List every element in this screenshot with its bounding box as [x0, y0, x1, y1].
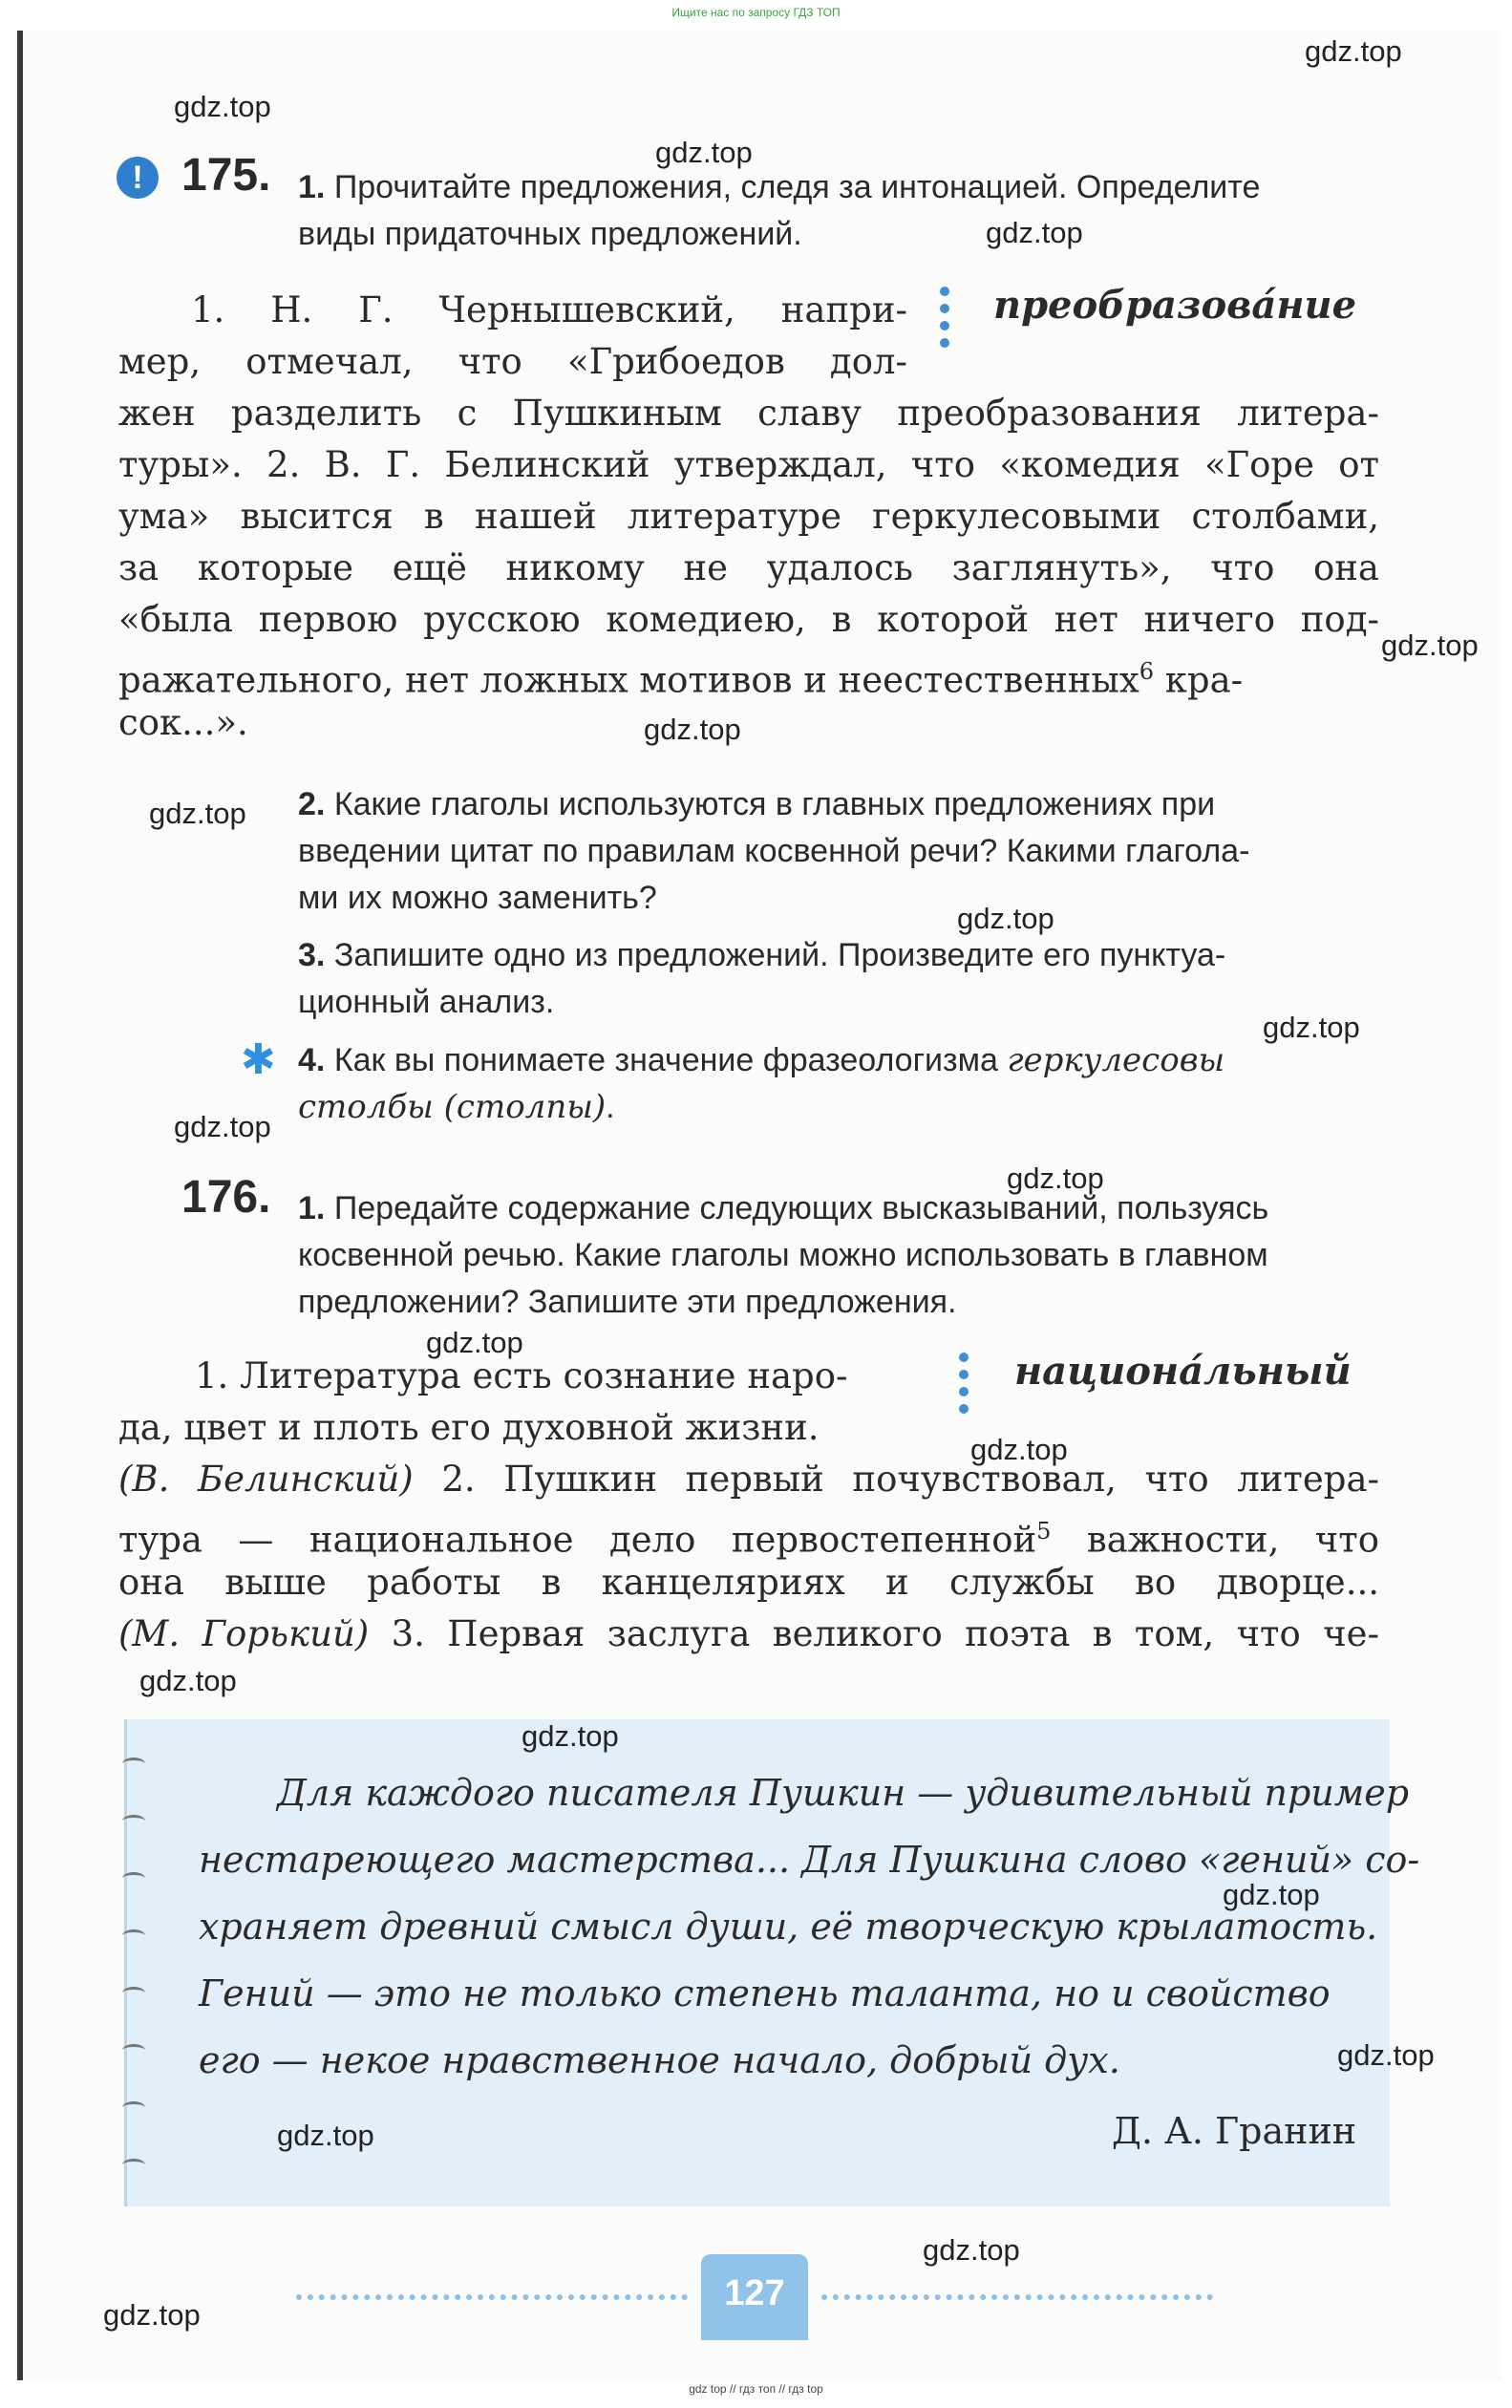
- quote-line: Гений — это не только степень таланта, но и свойство: [199, 1972, 1331, 2014]
- watermark: gdz.top: [139, 1664, 237, 1697]
- quote-line: его — некое нравственное начало, добрый дух.: [199, 2039, 1120, 2081]
- ex175-task4: [298, 1037, 1383, 1084]
- asterisk-icon: ✱: [241, 1035, 276, 1084]
- ex175-task4-end: .: [606, 1089, 615, 1125]
- ex175-text-line: туры». 2. В. Г. Белинский утверждал, что «комедия «Горе от: [118, 444, 1379, 485]
- binder-ring: [122, 1929, 145, 1942]
- ex175-task4-phrase2: столбы (столпы): [298, 1088, 607, 1126]
- exercise-175-number: 175.: [181, 150, 271, 201]
- vocab-dots: [940, 287, 949, 355]
- watermark: gdz.top: [1263, 1011, 1360, 1044]
- watermark: gdz.top: [103, 2298, 201, 2332]
- ex175-text-line: сок...».: [118, 702, 248, 743]
- watermark: gdz.top: [1007, 1161, 1104, 1195]
- ex175-task2: [298, 781, 1383, 828]
- watermark: gdz.top: [655, 136, 753, 169]
- ex176-line3-rest: 2. Пушкин первый почувствовал, что литера-: [413, 1459, 1380, 1500]
- watermark: gdz.top: [522, 1719, 619, 1753]
- binder-ring: [122, 1815, 145, 1827]
- ex176-text-line-6: [118, 1609, 1379, 1660]
- dotted-rule: [296, 2294, 688, 2300]
- bottom-note: gdz top // гдз топ // гдз top: [689, 2382, 823, 2396]
- ex176-line4-a: тура — национальное дело первостепенной: [118, 1519, 1037, 1561]
- ex176-task1: [298, 1185, 1383, 1232]
- exclamation-icon: !: [117, 157, 159, 199]
- ex176-task1-line: предложении? Запишите эти предложения.: [298, 1284, 957, 1320]
- ex175-task2-num: 2.: [298, 786, 326, 822]
- ex176-line6-rest: 3. Первая заслуга великого поэта в том, что че-: [369, 1613, 1379, 1654]
- ex175-task1: [298, 164, 1383, 211]
- ex175-text-line: мер, отмечал, что «Грибоедов дол-: [118, 341, 907, 382]
- ex176-text-line-3: [118, 1454, 1379, 1505]
- footnote-mark: 5: [1036, 1518, 1052, 1545]
- ex175-task3-line: Запишите одно из предложений. Произведите его пунктуа-: [333, 937, 1226, 973]
- quote-line: Для каждого писателя Пушкин — удивительный пример: [277, 1772, 1410, 1814]
- ex176-task1-line: Передайте содержание следующих высказываний, пользуясь: [333, 1190, 1269, 1226]
- binder-ring: [122, 1987, 145, 1999]
- watermark: gdz.top: [957, 902, 1054, 935]
- quote-line: нестареющего мастерства... Для Пушкина слово «гений» со-: [199, 1839, 1420, 1881]
- footnote-mark: 6: [1139, 658, 1154, 685]
- binder-ring: [122, 2044, 145, 2056]
- watermark: gdz.top: [1223, 1878, 1320, 1911]
- ex175-task3-line: ционный анализ.: [298, 984, 555, 1020]
- author-belinsky: (В. Белинский): [118, 1459, 414, 1500]
- binder-ring: [122, 2159, 145, 2171]
- ex176-text-line: она выше работы в канцеляриях и службы во дворце...: [118, 1562, 1379, 1603]
- ex176-line4-b: важности, что: [1051, 1519, 1379, 1561]
- binder-ring: [122, 1758, 145, 1770]
- dotted-rule: [821, 2294, 1213, 2300]
- top-note: Ищите нас по запросу ГДЗ ТОП: [671, 6, 841, 19]
- vocab-word-176: национа́льный: [1014, 1349, 1352, 1394]
- watermark: gdz.top: [174, 1110, 271, 1143]
- page-footer: [296, 2254, 1213, 2340]
- ex175-line8-end: кра-: [1154, 659, 1244, 701]
- ex175-task2-line: Какие глаголы используются в главных предложениях при: [333, 786, 1216, 822]
- vocab-word-175: преобразова́ние: [993, 283, 1357, 328]
- ex175-task4-line2: [298, 1084, 1383, 1131]
- watermark: gdz.top: [149, 797, 246, 830]
- binder-ring: [122, 2101, 145, 2114]
- ex175-task1-num: 1.: [298, 169, 326, 205]
- ex175-text-line: жен разделить с Пушкиным славу преобразования литера-: [118, 393, 1379, 434]
- ex175-task2-line: введении цитат по правилам косвенной речи? Какими глагола-: [298, 833, 1250, 869]
- ex175-text-line: 1. Н. Г. Чернышевский, напри-: [191, 289, 907, 330]
- ex175-task1-line2: виды придаточных предложений.: [298, 216, 802, 252]
- ex175-task2-line: ми их можно заменить?: [298, 880, 657, 916]
- exercise-176-number: 176.: [181, 1172, 271, 1223]
- quote-author: Д. А. Гранин: [1112, 2110, 1357, 2152]
- page-number: 127: [701, 2254, 808, 2340]
- ex175-line8-text: ражательного, нет ложных мотивов и неестественных: [118, 659, 1139, 701]
- ex175-task3: [298, 932, 1383, 979]
- watermark: gdz.top: [986, 216, 1083, 249]
- watermark: gdz.top: [970, 1433, 1068, 1466]
- ex175-task4-phrase: геркулесовы: [1007, 1041, 1225, 1079]
- ex175-text-line: ума» высится в нашей литературе геркулесовыми столбами,: [118, 496, 1379, 537]
- ex175-text-line: за которые ещё никому не удалось заглянуть», что она: [118, 547, 1379, 588]
- ex175-task4-num: 4.: [298, 1042, 326, 1078]
- watermark: gdz.top: [174, 90, 271, 123]
- watermark: gdz.top: [923, 2233, 1020, 2267]
- watermark: gdz.top: [1337, 2038, 1435, 2072]
- ex176-task1-num: 1.: [298, 1190, 326, 1226]
- ex175-task4-line: Как вы понимаете значение фразеологизма: [333, 1042, 998, 1078]
- watermark: gdz.top: [644, 713, 741, 746]
- watermark: gdz.top: [426, 1326, 523, 1359]
- ex175-task1-line1: Прочитайте предложения, следя за интонацией. Определите: [333, 169, 1261, 205]
- quote-line: храняет древний смысл души, её творческую крылатость.: [199, 1906, 1378, 1948]
- ex176-text-line: 1. Литература есть сознание наро-: [195, 1355, 848, 1396]
- author-gorky: (М. Горький): [118, 1613, 370, 1654]
- binder-ring: [122, 1872, 145, 1885]
- watermark: gdz.top: [277, 2119, 374, 2152]
- watermark: gdz.top: [1305, 34, 1402, 68]
- ex176-text-line: да, цвет и плоть его духовной жизни.: [118, 1407, 820, 1448]
- watermark: gdz.top: [1381, 629, 1479, 662]
- ex176-task1-line: косвенной речью. Какие глаголы можно использовать в главном: [298, 1237, 1268, 1273]
- ex175-task3-num: 3.: [298, 937, 326, 973]
- ex175-text-line: «была первою русскою комедиею, в которой нет ничего под-: [118, 599, 1379, 640]
